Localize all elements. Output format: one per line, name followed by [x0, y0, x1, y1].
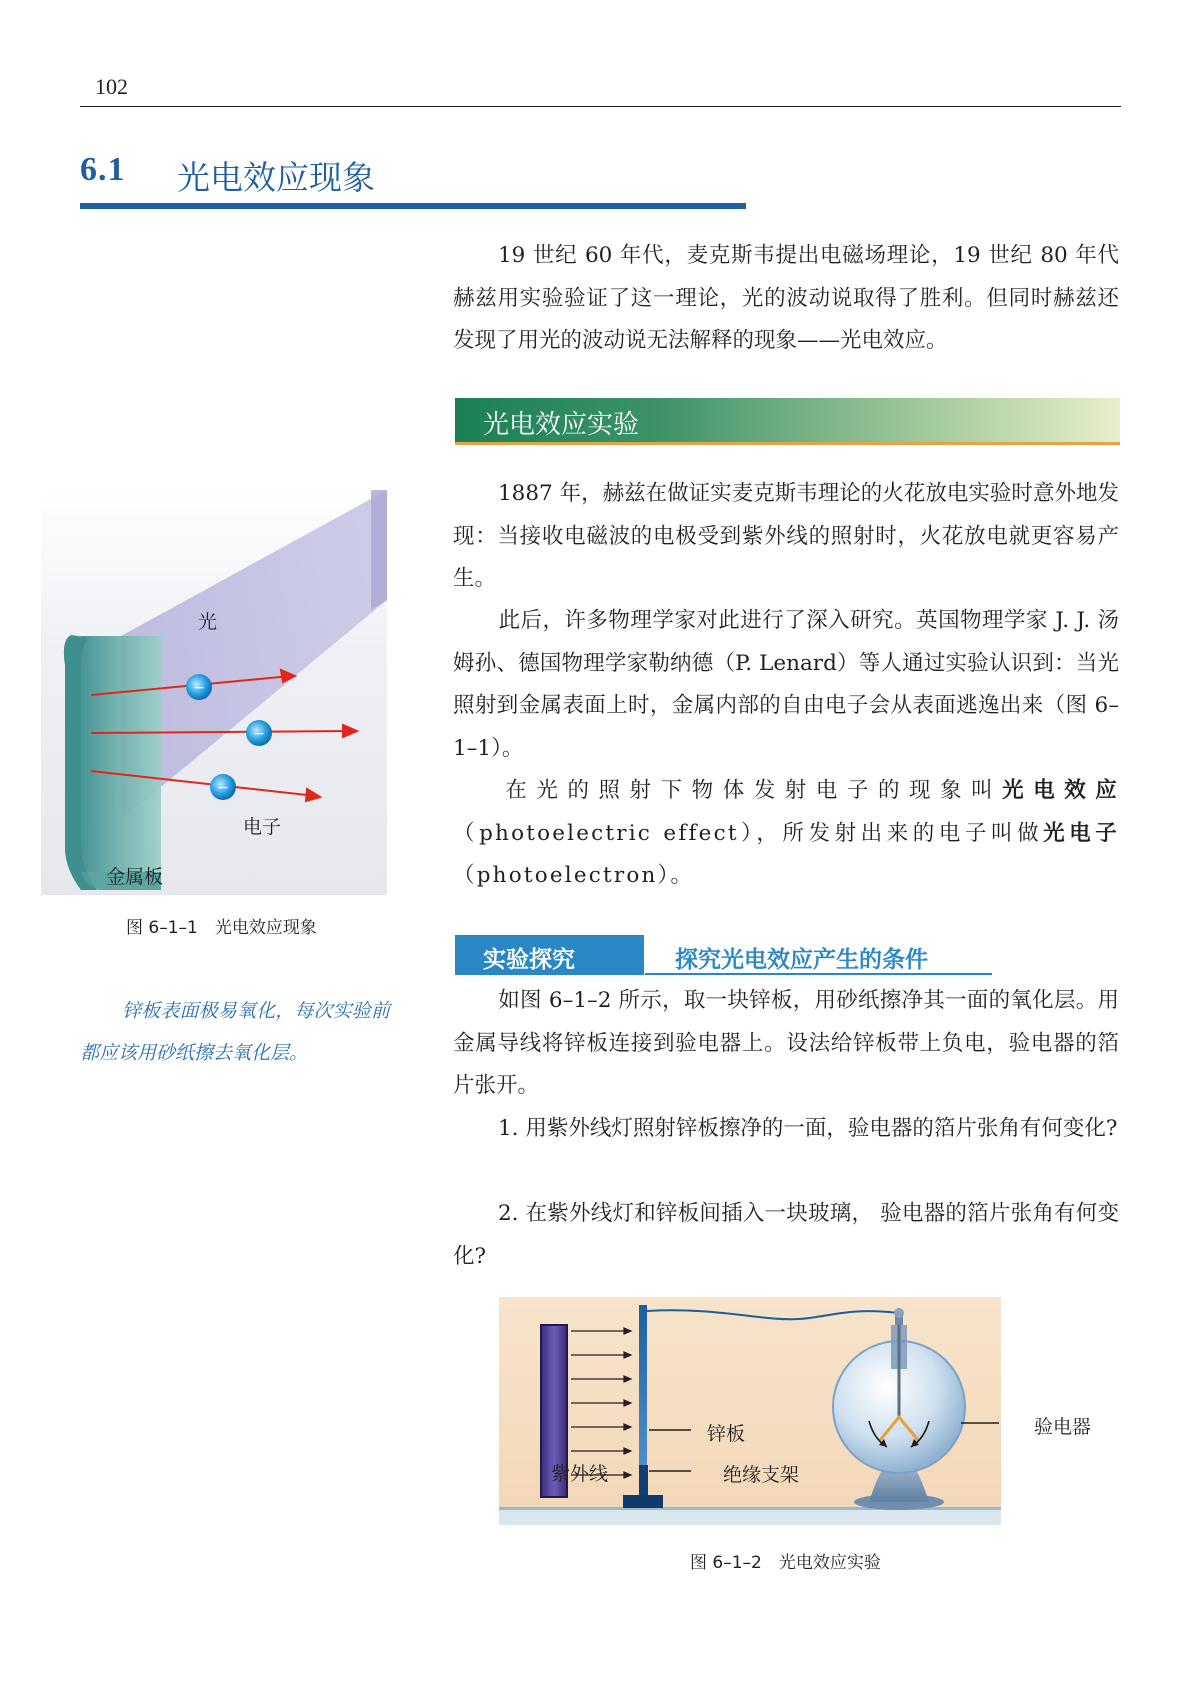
figure1-label-plate: 金属板 [106, 866, 164, 888]
experiment-paragraph-2: 此后，许多物理学家对此进行了深入研究。英国物理学家 J. J. 汤姆孙、德国物理学家勒纳德（P. Lenard）等人通过实验认识到：当光照射到金属表面上时，金属内部的自由电子会从表面逃逸出来（图 6–1–1）。 [453, 608, 1119, 761]
activity-question-2: 2. 在紫外线灯和锌板间插入一块玻璃， 验电器的箔片张角有何变化? [453, 1201, 1119, 1269]
figure2-caption: 图 6–1–2 光电效应实验 [690, 1553, 881, 1573]
figure2-label-insulating-stand: 绝缘支架 [723, 1464, 800, 1486]
experiment-paragraph-1: 1887 年，赫兹在做证实麦克斯韦理论的火花放电实验时意外地发现：当接收电磁波的电极受到紫外线的照射时，火花放电就更容易产生。 [453, 481, 1119, 591]
section-title: 光电效应现象 [177, 158, 375, 197]
figure-photoelectric-effect [41, 490, 387, 895]
activity-title: 探究光电效应产生的条件 [675, 947, 928, 973]
activity-paragraph: 如图 6–1–2 所示，取一块锌板，用砂纸擦净其一面的氧化层。用金属导线将锌板连接到验电器上。设法给锌板带上负电，验电器的箔片张开。 [453, 988, 1119, 1098]
figure2-label-zinc-plate: 锌板 [707, 1423, 746, 1445]
svg-text:−: − [253, 726, 265, 742]
activity-tag: 实验探究 [483, 947, 575, 973]
figure2-label-electroscope: 验电器 [1034, 1416, 1092, 1438]
title-underline [80, 203, 746, 209]
figure1-label-electron: 电子 [243, 816, 282, 838]
term-photoelectron: 光电子 [1043, 820, 1119, 846]
intro-paragraph: 19 世纪 60 年代，麦克斯韦提出电磁场理论，19 世纪 80 年代赫兹用实验验证了这一理论，光的波动说取得了胜利。但同时赫兹还发现了用光的波动说无法解释的现象——光电效应。 [453, 243, 1119, 353]
activity-title-underline [645, 973, 992, 975]
svg-text:−: − [193, 680, 205, 696]
activity-question-1: 1. 用紫外线灯照射锌板擦净的一面，验电器的箔片张角有何变化? [498, 1116, 1118, 1141]
definition-paragraph: 在光的照射下物体发射电子的现象叫光电效应（photoelectric effect），所发射出来的电子叫做光电子（photoelectron）。 [453, 778, 1119, 888]
side-note: 锌板表面极易氧化，每次实验前都应该用砂纸擦去氧化层。 [80, 1000, 390, 1064]
svg-text:−: − [217, 780, 229, 796]
experiment-heading: 光电效应实验 [483, 410, 640, 440]
header-rule [80, 106, 1121, 107]
figure-photoelectric-experiment [499, 1297, 1001, 1525]
section-number: 6.1 [80, 151, 126, 188]
figure1-caption: 图 6–1–1 光电效应现象 [126, 918, 317, 938]
figure2-label-uv-lamp: 紫外线 [551, 1463, 609, 1485]
page-number: 102 [95, 74, 128, 99]
figure1-label-light: 光 [198, 611, 218, 633]
term-photoelectric-effect: 光电效应 [1002, 778, 1119, 803]
